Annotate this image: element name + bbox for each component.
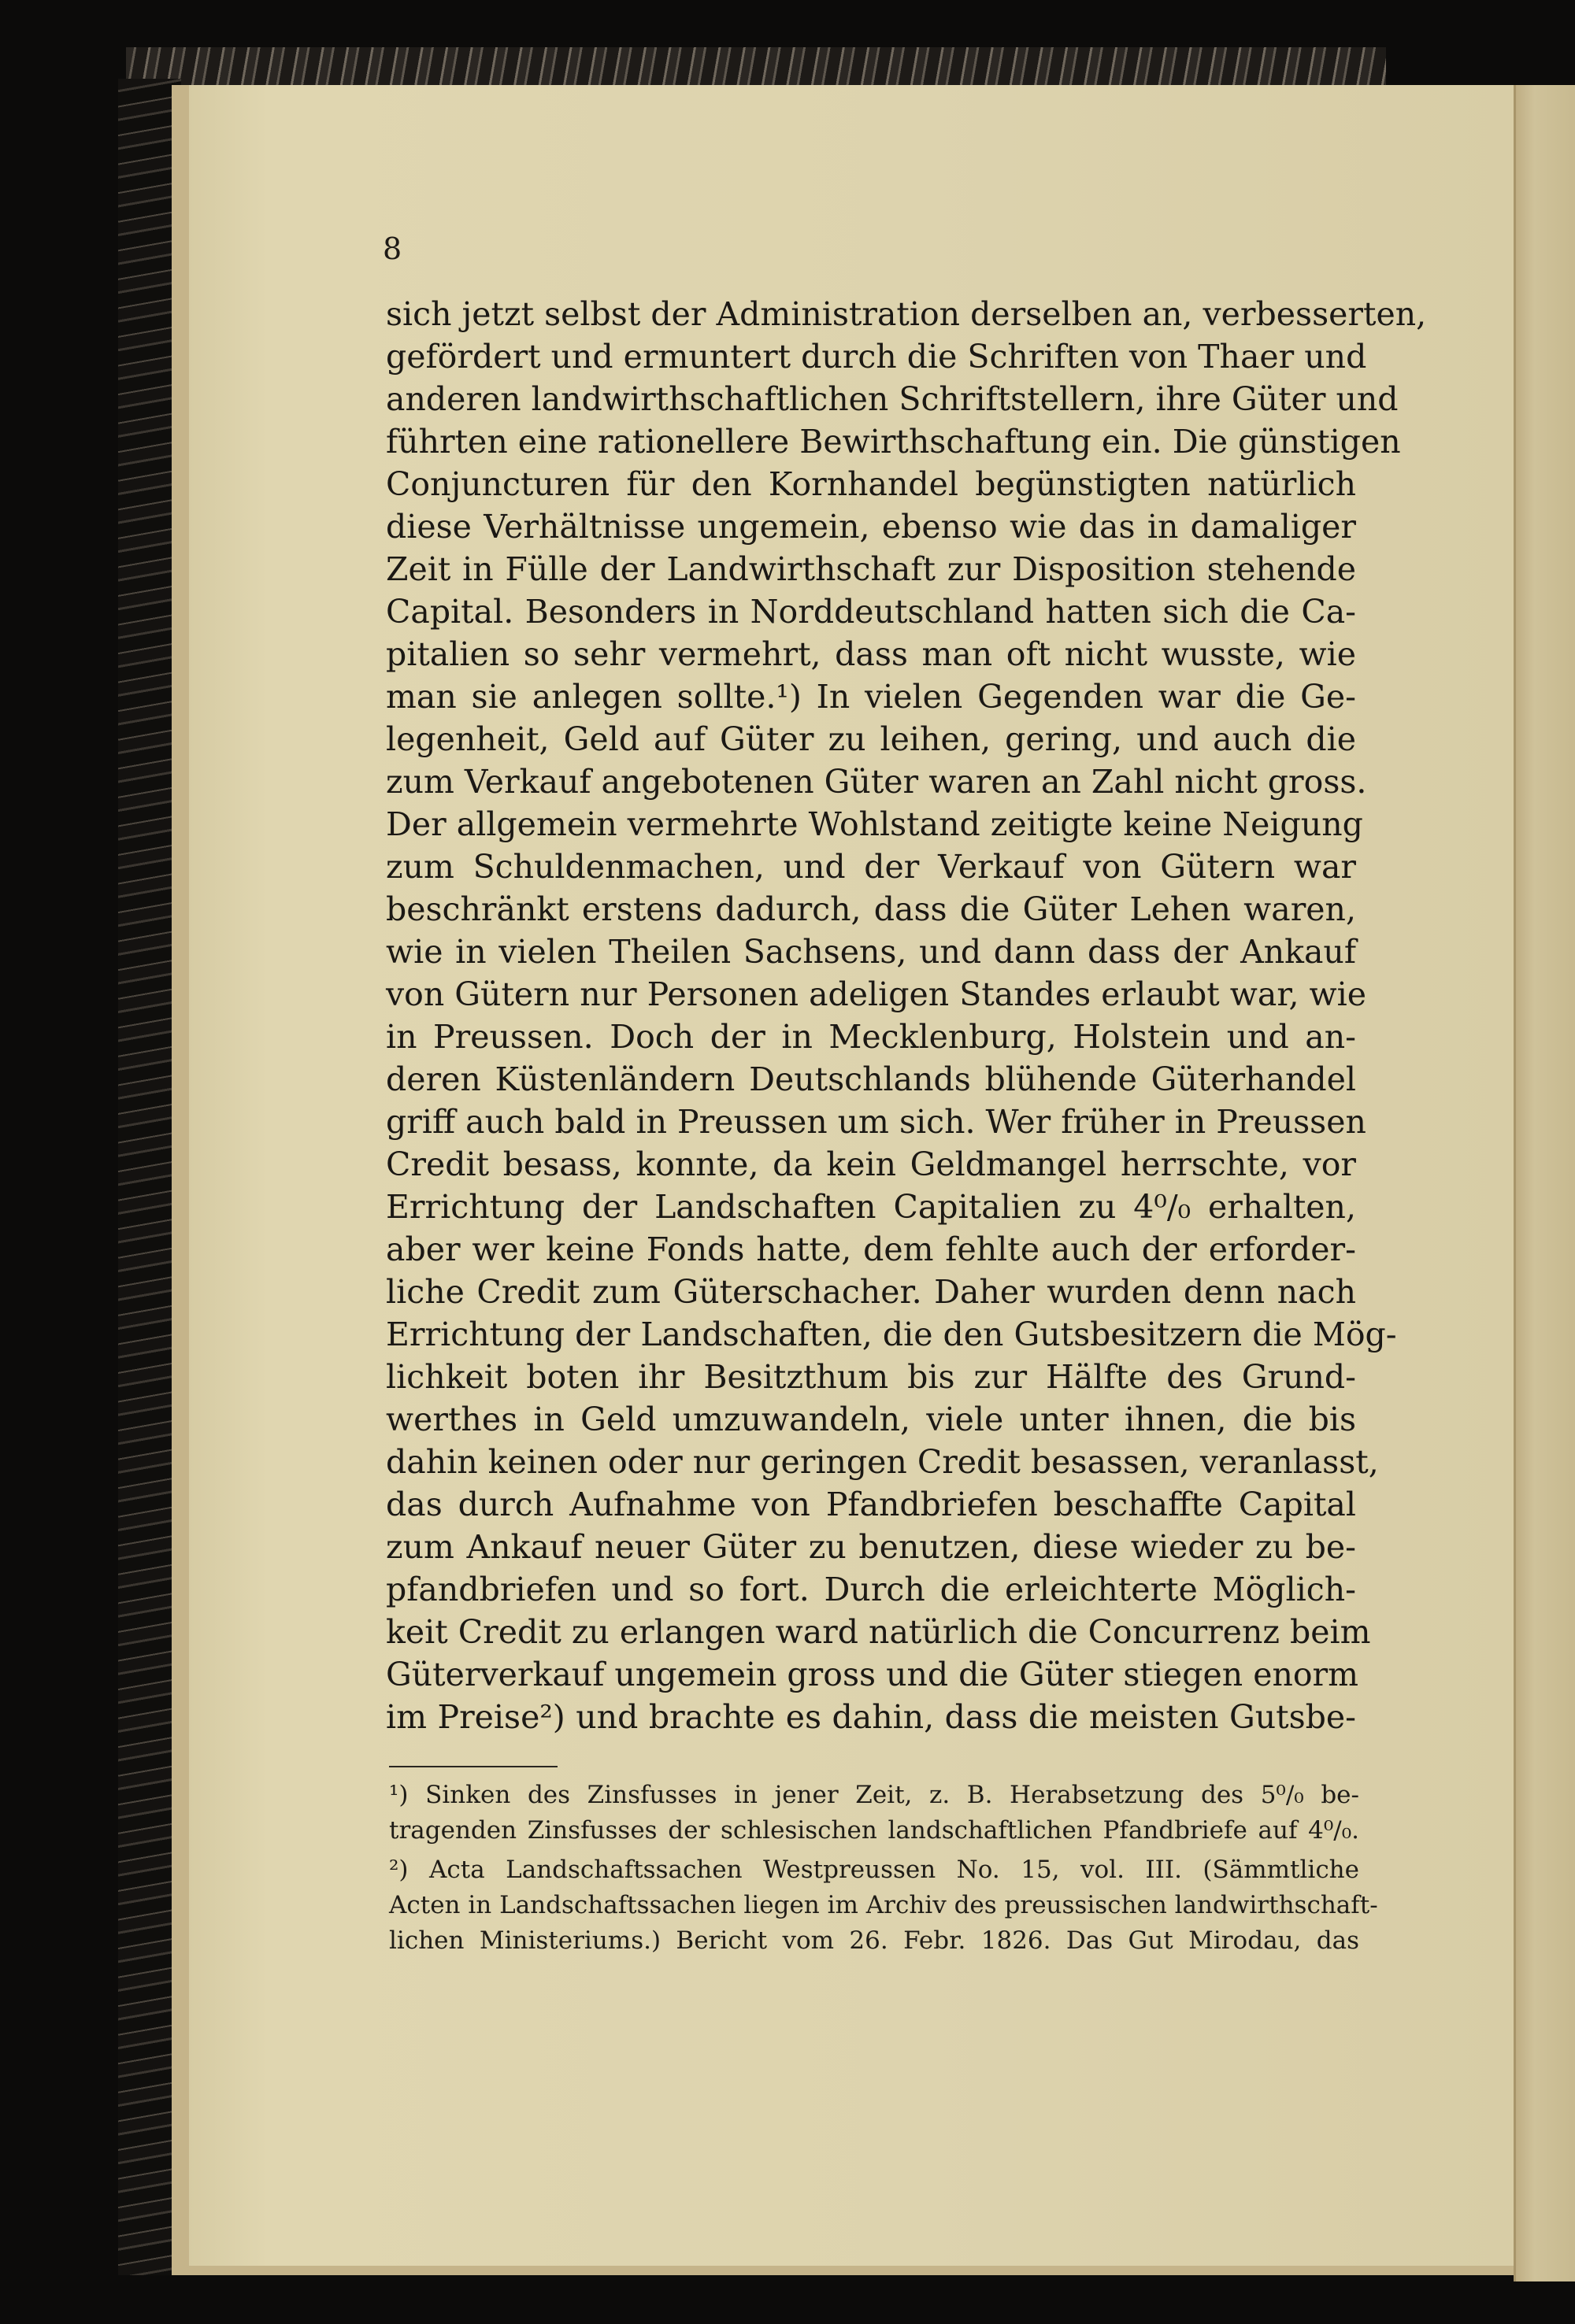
body-text — [386, 293, 1427, 1738]
footnote-1-line: tragenden Zinsfusses der schlesischen landschaftlichen Pfandbriefe auf 4⁰/₀. — [389, 1816, 1359, 1845]
body-line: führten eine rationellere Bewirthschaftung ein. Die günstigen — [386, 423, 1401, 461]
body-line: von Gütern nur Personen adeligen Standes erlaubt war, wie — [386, 975, 1366, 1013]
body-line: liche Credit zum Güterschacher. Daher wurden denn nach — [386, 1273, 1356, 1311]
adjacent-page-edge — [1514, 85, 1575, 2281]
body-line: werthes in Geld umzuwandeln, viele unter ihnen, die bis — [386, 1401, 1356, 1438]
body-line: Der allgemein vermehrte Wohlstand zeitigte keine Neigung — [386, 805, 1363, 843]
footnote-2-line: Acten in Landschaftssachen liegen im Archiv des preussischen landwirthschaft- — [389, 1891, 1378, 1919]
body-line: keit Credit zu erlangen ward natürlich die Concurrenz beim — [386, 1613, 1371, 1651]
body-line: lichkeit boten ihr Besitzthum bis zur Hälfte des Grund- — [386, 1358, 1356, 1396]
footnotes — [389, 1778, 1378, 1959]
body-line: Güterverkauf ungemein gross und die Güter stiegen enorm — [386, 1656, 1359, 1693]
body-line: gefördert und ermuntert durch die Schriften von Thaer und — [386, 338, 1367, 376]
body-line: zum Verkauf angebotenen Güter waren an Zahl nicht gross. — [386, 763, 1367, 801]
body-line: legenheit, Geld auf Güter zu leihen, gering, und auch die — [386, 720, 1356, 758]
body-line: Zeit in Fülle der Landwirthschaft zur Disposition stehende — [386, 550, 1356, 588]
body-line: in Preussen. Doch der in Mecklenburg, Holstein und an- — [386, 1018, 1356, 1056]
body-line: zum Schuldenmachen, und der Verkauf von Gütern war — [386, 848, 1356, 886]
body-line: pitalien so sehr vermehrt, dass man oft nicht wusste, wie — [386, 635, 1356, 673]
body-line: das durch Aufnahme von Pfandbriefen beschaffte Capital — [386, 1486, 1356, 1523]
body-line: im Preise²) und brachte es dahin, dass die meisten Gutsbe- — [386, 1698, 1356, 1736]
body-line: aber wer keine Fonds hatte, dem fehlte auch der erforder- — [386, 1230, 1356, 1268]
page-number: 8 — [383, 231, 402, 266]
body-line: pfandbriefen und so fort. Durch die erleichterte Möglich- — [386, 1571, 1356, 1608]
body-line: Errichtung der Landschaften Capitalien zu 4⁰/₀ erhalten, — [386, 1188, 1356, 1226]
body-line: deren Küstenländern Deutschlands blühende Güterhandel — [386, 1060, 1356, 1098]
body-line: Conjuncturen für den Kornhandel begünstigten natürlich — [386, 465, 1356, 503]
body-line: diese Verhältnisse ungemein, ebenso wie das in damaliger — [386, 508, 1356, 546]
body-line: wie in vielen Theilen Sachsens, und dann dass der Ankauf — [386, 933, 1356, 971]
body-line: Capital. Besonders in Norddeutschland hatten sich die Ca- — [386, 593, 1356, 631]
body-line: Credit besass, konnte, da kein Geldmangel herrschte, vor — [386, 1145, 1356, 1183]
body-line: beschränkt erstens dadurch, dass die Güter Lehen waren, — [386, 890, 1356, 928]
footnote-separator — [389, 1766, 558, 1767]
book-cover-top-edge — [126, 47, 1386, 88]
body-line: anderen landwirthschaftlichen Schriftstellern, ihre Güter und — [386, 380, 1399, 418]
footnote-1-line: ¹) Sinken des Zinsfusses in jener Zeit, z. B. Herabsetzung des 5⁰/₀ be- — [389, 1781, 1359, 1809]
footnote-2-line: lichen Ministeriums.) Bericht vom 26. Febr. 1826. Das Gut Mirodau, das — [389, 1926, 1359, 1955]
body-line: Errichtung der Landschaften, die den Gutsbesitzern die Mög- — [386, 1316, 1397, 1353]
body-line: man sie anlegen sollte.¹) In vielen Gegenden war die Ge- — [386, 678, 1356, 716]
body-line: griff auch bald in Preussen um sich. Wer früher in Preussen — [386, 1103, 1366, 1141]
body-line: zum Ankauf neuer Güter zu benutzen, diese wieder zu be- — [386, 1528, 1356, 1566]
footnote-2-line: ²) Acta Landschaftssachen Westpreussen No. 15, vol. III. (Sämmtliche — [389, 1856, 1359, 1884]
body-line: sich jetzt selbst der Administration derselben an, verbesserten, — [386, 295, 1427, 333]
body-line: dahin keinen oder nur geringen Credit besassen, veranlasst, — [386, 1443, 1379, 1481]
